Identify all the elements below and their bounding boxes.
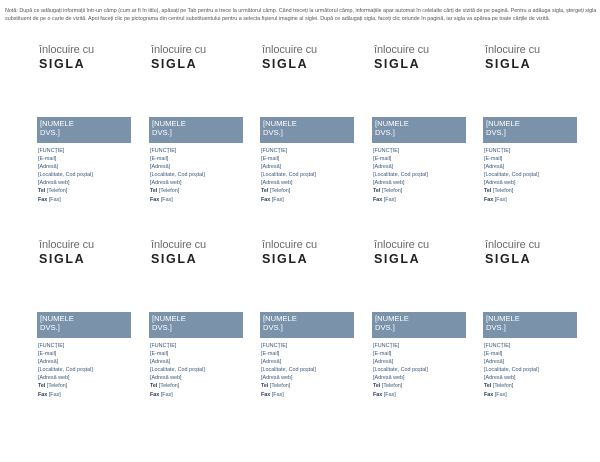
address-field[interactable]: [Adresă] (38, 164, 59, 171)
phone-field[interactable]: [Telefon] (46, 188, 68, 195)
email-field[interactable]: [E-mail] (38, 351, 57, 358)
business-card (260, 236, 366, 396)
name-field[interactable] (149, 312, 243, 338)
phone-row (373, 382, 428, 390)
function-field[interactable]: [FUNCȚIE] (484, 148, 511, 154)
contact-info (38, 342, 93, 399)
phone-row (261, 382, 316, 390)
name-line-2: DVS.] (40, 323, 60, 333)
logo-placeholder-title[interactable]: SIGLA (374, 252, 421, 266)
function-field[interactable]: [FUNCȚIE] (373, 343, 400, 349)
function-field[interactable]: [FUNCȚIE] (261, 343, 288, 349)
name-field[interactable] (37, 312, 131, 338)
address-field[interactable]: [Adresă] (484, 359, 505, 366)
name-line-2: DVS.] (486, 128, 506, 138)
city-field[interactable]: [Localitate, Cod poștal] (484, 172, 539, 179)
web-field[interactable]: [Adresă web] (150, 375, 182, 382)
web-field[interactable]: [Adresă web] (261, 375, 293, 382)
name-field[interactable] (260, 117, 354, 143)
web-field[interactable]: [Adresă web] (484, 375, 516, 382)
fax-row (150, 196, 205, 204)
instruction-note: Notă: După ce adăugați informații într-un câmp (cum ar fi în titlu), apăsați pe Tab pentru a trece la următorul câmp. Când treceți la următorul câmp, informațiile apar automat în celelalte cărți de vizită de pe pagină. Pentru a adăuga sigla, ștergeți sigla substituent de pe o carte de vizită. Apoi faceți clic pe pictograma din centrul substituentului pentru a selecta fișierul imagine al siglei. După ce adăugați sigla, faceți clic oriunde în pagină, iar sigla va apărea pe toate cărțile de vizită. (5, 8, 597, 22)
function-field[interactable]: [FUNCȚIE] (38, 148, 65, 154)
contact-info (373, 342, 428, 399)
function-field[interactable]: [FUNCȚIE] (373, 148, 400, 154)
logo-placeholder-title[interactable]: SIGLA (39, 252, 86, 266)
fax-row (373, 196, 428, 204)
fax-label: Fax (38, 196, 48, 203)
business-card (372, 236, 478, 396)
function-field[interactable]: [FUNCȚIE] (38, 343, 65, 349)
fax-field[interactable]: [Fax] (494, 196, 507, 203)
phone-row (150, 382, 205, 390)
logo-placeholder-caption[interactable]: înlocuire cu (151, 239, 207, 251)
business-card (260, 41, 366, 201)
business-card (372, 41, 478, 201)
city-field[interactable]: [Localitate, Cod poștal] (150, 172, 205, 179)
name-field[interactable] (260, 312, 354, 338)
web-field[interactable]: [Adresă web] (484, 180, 516, 187)
phone-field[interactable]: [Telefon] (269, 188, 291, 195)
name-field[interactable] (37, 117, 131, 143)
contact-info (484, 147, 539, 204)
function-field[interactable]: [FUNCȚIE] (150, 343, 177, 349)
name-line-1: [NUMELE (40, 314, 74, 323)
fax-label: Fax (484, 391, 494, 398)
fax-label: Fax (373, 196, 383, 203)
name-field[interactable] (372, 117, 466, 143)
logo-placeholder-title[interactable]: SIGLA (151, 252, 198, 266)
phone-row (261, 187, 316, 195)
fax-field[interactable]: [Fax] (48, 391, 61, 398)
web-field[interactable]: [Adresă web] (38, 180, 70, 187)
phone-row (38, 382, 93, 390)
name-line-1: [NUMELE (263, 119, 297, 128)
phone-label: Tel (150, 188, 158, 195)
web-field[interactable]: [Adresă web] (373, 180, 405, 187)
email-field[interactable]: [E-mail] (373, 351, 392, 358)
phone-label: Tel (261, 383, 269, 390)
web-field[interactable]: [Adresă web] (38, 375, 70, 382)
web-field[interactable]: [Adresă web] (150, 180, 182, 187)
fax-row (261, 196, 316, 204)
phone-field[interactable]: [Telefon] (492, 383, 514, 390)
logo-placeholder-caption[interactable]: înlocuire cu (39, 239, 95, 251)
phone-label: Tel (484, 383, 492, 390)
name-line-1: [NUMELE (486, 314, 520, 323)
city-field[interactable]: [Localitate, Cod poștal] (373, 172, 428, 179)
name-line-1: [NUMELE (40, 119, 74, 128)
fax-label: Fax (261, 196, 271, 203)
name-line-2: DVS.] (263, 128, 283, 138)
logo-placeholder-title[interactable]: SIGLA (151, 57, 198, 71)
city-field[interactable]: [Localitate, Cod poștal] (38, 367, 93, 374)
city-field[interactable]: [Localitate, Cod poștal] (373, 367, 428, 374)
phone-row (484, 187, 539, 195)
logo-placeholder-caption[interactable]: înlocuire cu (262, 44, 318, 56)
contact-info (484, 342, 539, 399)
logo-placeholder-caption[interactable]: înlocuire cu (485, 239, 541, 251)
logo-placeholder-title[interactable]: SIGLA (39, 57, 86, 71)
name-line-1: [NUMELE (375, 119, 409, 128)
email-field[interactable]: [E-mail] (150, 156, 169, 163)
fax-field[interactable]: [Fax] (383, 196, 396, 203)
fax-field[interactable]: [Fax] (271, 391, 284, 398)
city-field[interactable]: [Localitate, Cod poștal] (38, 172, 93, 179)
city-field[interactable]: [Localitate, Cod poștal] (484, 367, 539, 374)
fax-field[interactable]: [Fax] (160, 391, 173, 398)
phone-field[interactable]: [Telefon] (381, 188, 403, 195)
contact-info (150, 147, 205, 204)
fax-label: Fax (150, 391, 160, 398)
business-card (37, 41, 143, 201)
logo-placeholder-caption[interactable]: înlocuire cu (374, 44, 430, 56)
logo-placeholder-caption[interactable]: înlocuire cu (374, 239, 430, 251)
fax-label: Fax (38, 391, 48, 398)
business-card (149, 236, 255, 396)
logo-placeholder-title[interactable]: SIGLA (262, 57, 309, 71)
phone-row (484, 382, 539, 390)
logo-placeholder-title[interactable]: SIGLA (485, 252, 532, 266)
email-field[interactable]: [E-mail] (261, 156, 280, 163)
logo-placeholder-title[interactable]: SIGLA (262, 252, 309, 266)
name-line-1: [NUMELE (486, 119, 520, 128)
address-field[interactable]: [Adresă] (261, 359, 282, 366)
phone-label: Tel (373, 188, 381, 195)
email-field[interactable]: [E-mail] (484, 351, 503, 358)
contact-info (373, 147, 428, 204)
name-line-2: DVS.] (375, 128, 395, 138)
name-line-1: [NUMELE (375, 314, 409, 323)
fax-field[interactable]: [Fax] (48, 196, 61, 203)
email-field[interactable]: [E-mail] (484, 156, 503, 163)
logo-placeholder-caption[interactable]: înlocuire cu (485, 44, 541, 56)
fax-row (373, 391, 428, 399)
fax-label: Fax (150, 196, 160, 203)
phone-field[interactable]: [Telefon] (269, 383, 291, 390)
address-field[interactable]: [Adresă] (484, 164, 505, 171)
email-field[interactable]: [E-mail] (150, 351, 169, 358)
business-card (149, 41, 255, 201)
business-card (483, 41, 589, 201)
name-field[interactable] (483, 117, 577, 143)
name-field[interactable] (483, 312, 577, 338)
name-line-1: [NUMELE (152, 119, 186, 128)
phone-label: Tel (484, 188, 492, 195)
phone-field[interactable]: [Telefon] (46, 383, 68, 390)
phone-row (150, 187, 205, 195)
contact-info (150, 342, 205, 399)
fax-label: Fax (484, 196, 494, 203)
business-card (483, 236, 589, 396)
name-line-2: DVS.] (263, 323, 283, 333)
city-field[interactable]: [Localitate, Cod poștal] (261, 367, 316, 374)
address-field[interactable]: [Adresă] (373, 359, 394, 366)
fax-row (38, 391, 93, 399)
web-field[interactable]: [Adresă web] (373, 375, 405, 382)
city-field[interactable]: [Localitate, Cod poștal] (150, 367, 205, 374)
phone-label: Tel (38, 188, 46, 195)
name-field[interactable] (372, 312, 466, 338)
address-field[interactable]: [Adresă] (150, 164, 171, 171)
phone-label: Tel (150, 383, 158, 390)
fax-field[interactable]: [Fax] (160, 196, 173, 203)
address-field[interactable]: [Adresă] (38, 359, 59, 366)
contact-info (38, 147, 93, 204)
name-field[interactable] (149, 117, 243, 143)
phone-row (38, 187, 93, 195)
name-line-1: [NUMELE (263, 314, 297, 323)
name-line-2: DVS.] (40, 128, 60, 138)
fax-field[interactable]: [Fax] (271, 196, 284, 203)
phone-row (373, 187, 428, 195)
address-field[interactable]: [Adresă] (150, 359, 171, 366)
phone-label: Tel (38, 383, 46, 390)
web-field[interactable]: [Adresă web] (261, 180, 293, 187)
business-card (37, 236, 143, 396)
contact-info (261, 147, 316, 204)
fax-row (38, 196, 93, 204)
name-line-2: DVS.] (152, 128, 172, 138)
phone-label: Tel (261, 188, 269, 195)
name-line-1: [NUMELE (152, 314, 186, 323)
fax-row (261, 391, 316, 399)
address-field[interactable]: [Adresă] (373, 164, 394, 171)
phone-field[interactable]: [Telefon] (492, 188, 514, 195)
logo-placeholder-title[interactable]: SIGLA (485, 57, 532, 71)
phone-field[interactable]: [Telefon] (158, 188, 180, 195)
fax-field[interactable]: [Fax] (494, 391, 507, 398)
phone-label: Tel (373, 383, 381, 390)
fax-row (484, 391, 539, 399)
fax-field[interactable]: [Fax] (383, 391, 396, 398)
name-line-2: DVS.] (375, 323, 395, 333)
logo-placeholder-caption[interactable]: înlocuire cu (151, 44, 207, 56)
fax-label: Fax (261, 391, 271, 398)
function-field[interactable]: [FUNCȚIE] (150, 148, 177, 154)
email-field[interactable]: [E-mail] (38, 156, 57, 163)
address-field[interactable]: [Adresă] (261, 164, 282, 171)
phone-field[interactable]: [Telefon] (158, 383, 180, 390)
logo-placeholder-caption[interactable]: înlocuire cu (39, 44, 95, 56)
name-line-2: DVS.] (486, 323, 506, 333)
fax-label: Fax (373, 391, 383, 398)
logo-placeholder-caption[interactable]: înlocuire cu (262, 239, 318, 251)
email-field[interactable]: [E-mail] (261, 351, 280, 358)
fax-row (150, 391, 205, 399)
phone-field[interactable]: [Telefon] (381, 383, 403, 390)
city-field[interactable]: [Localitate, Cod poștal] (261, 172, 316, 179)
fax-row (484, 196, 539, 204)
logo-placeholder-title[interactable]: SIGLA (374, 57, 421, 71)
contact-info (261, 342, 316, 399)
name-line-2: DVS.] (152, 323, 172, 333)
function-field[interactable]: [FUNCȚIE] (484, 343, 511, 349)
email-field[interactable]: [E-mail] (373, 156, 392, 163)
function-field[interactable]: [FUNCȚIE] (261, 148, 288, 154)
